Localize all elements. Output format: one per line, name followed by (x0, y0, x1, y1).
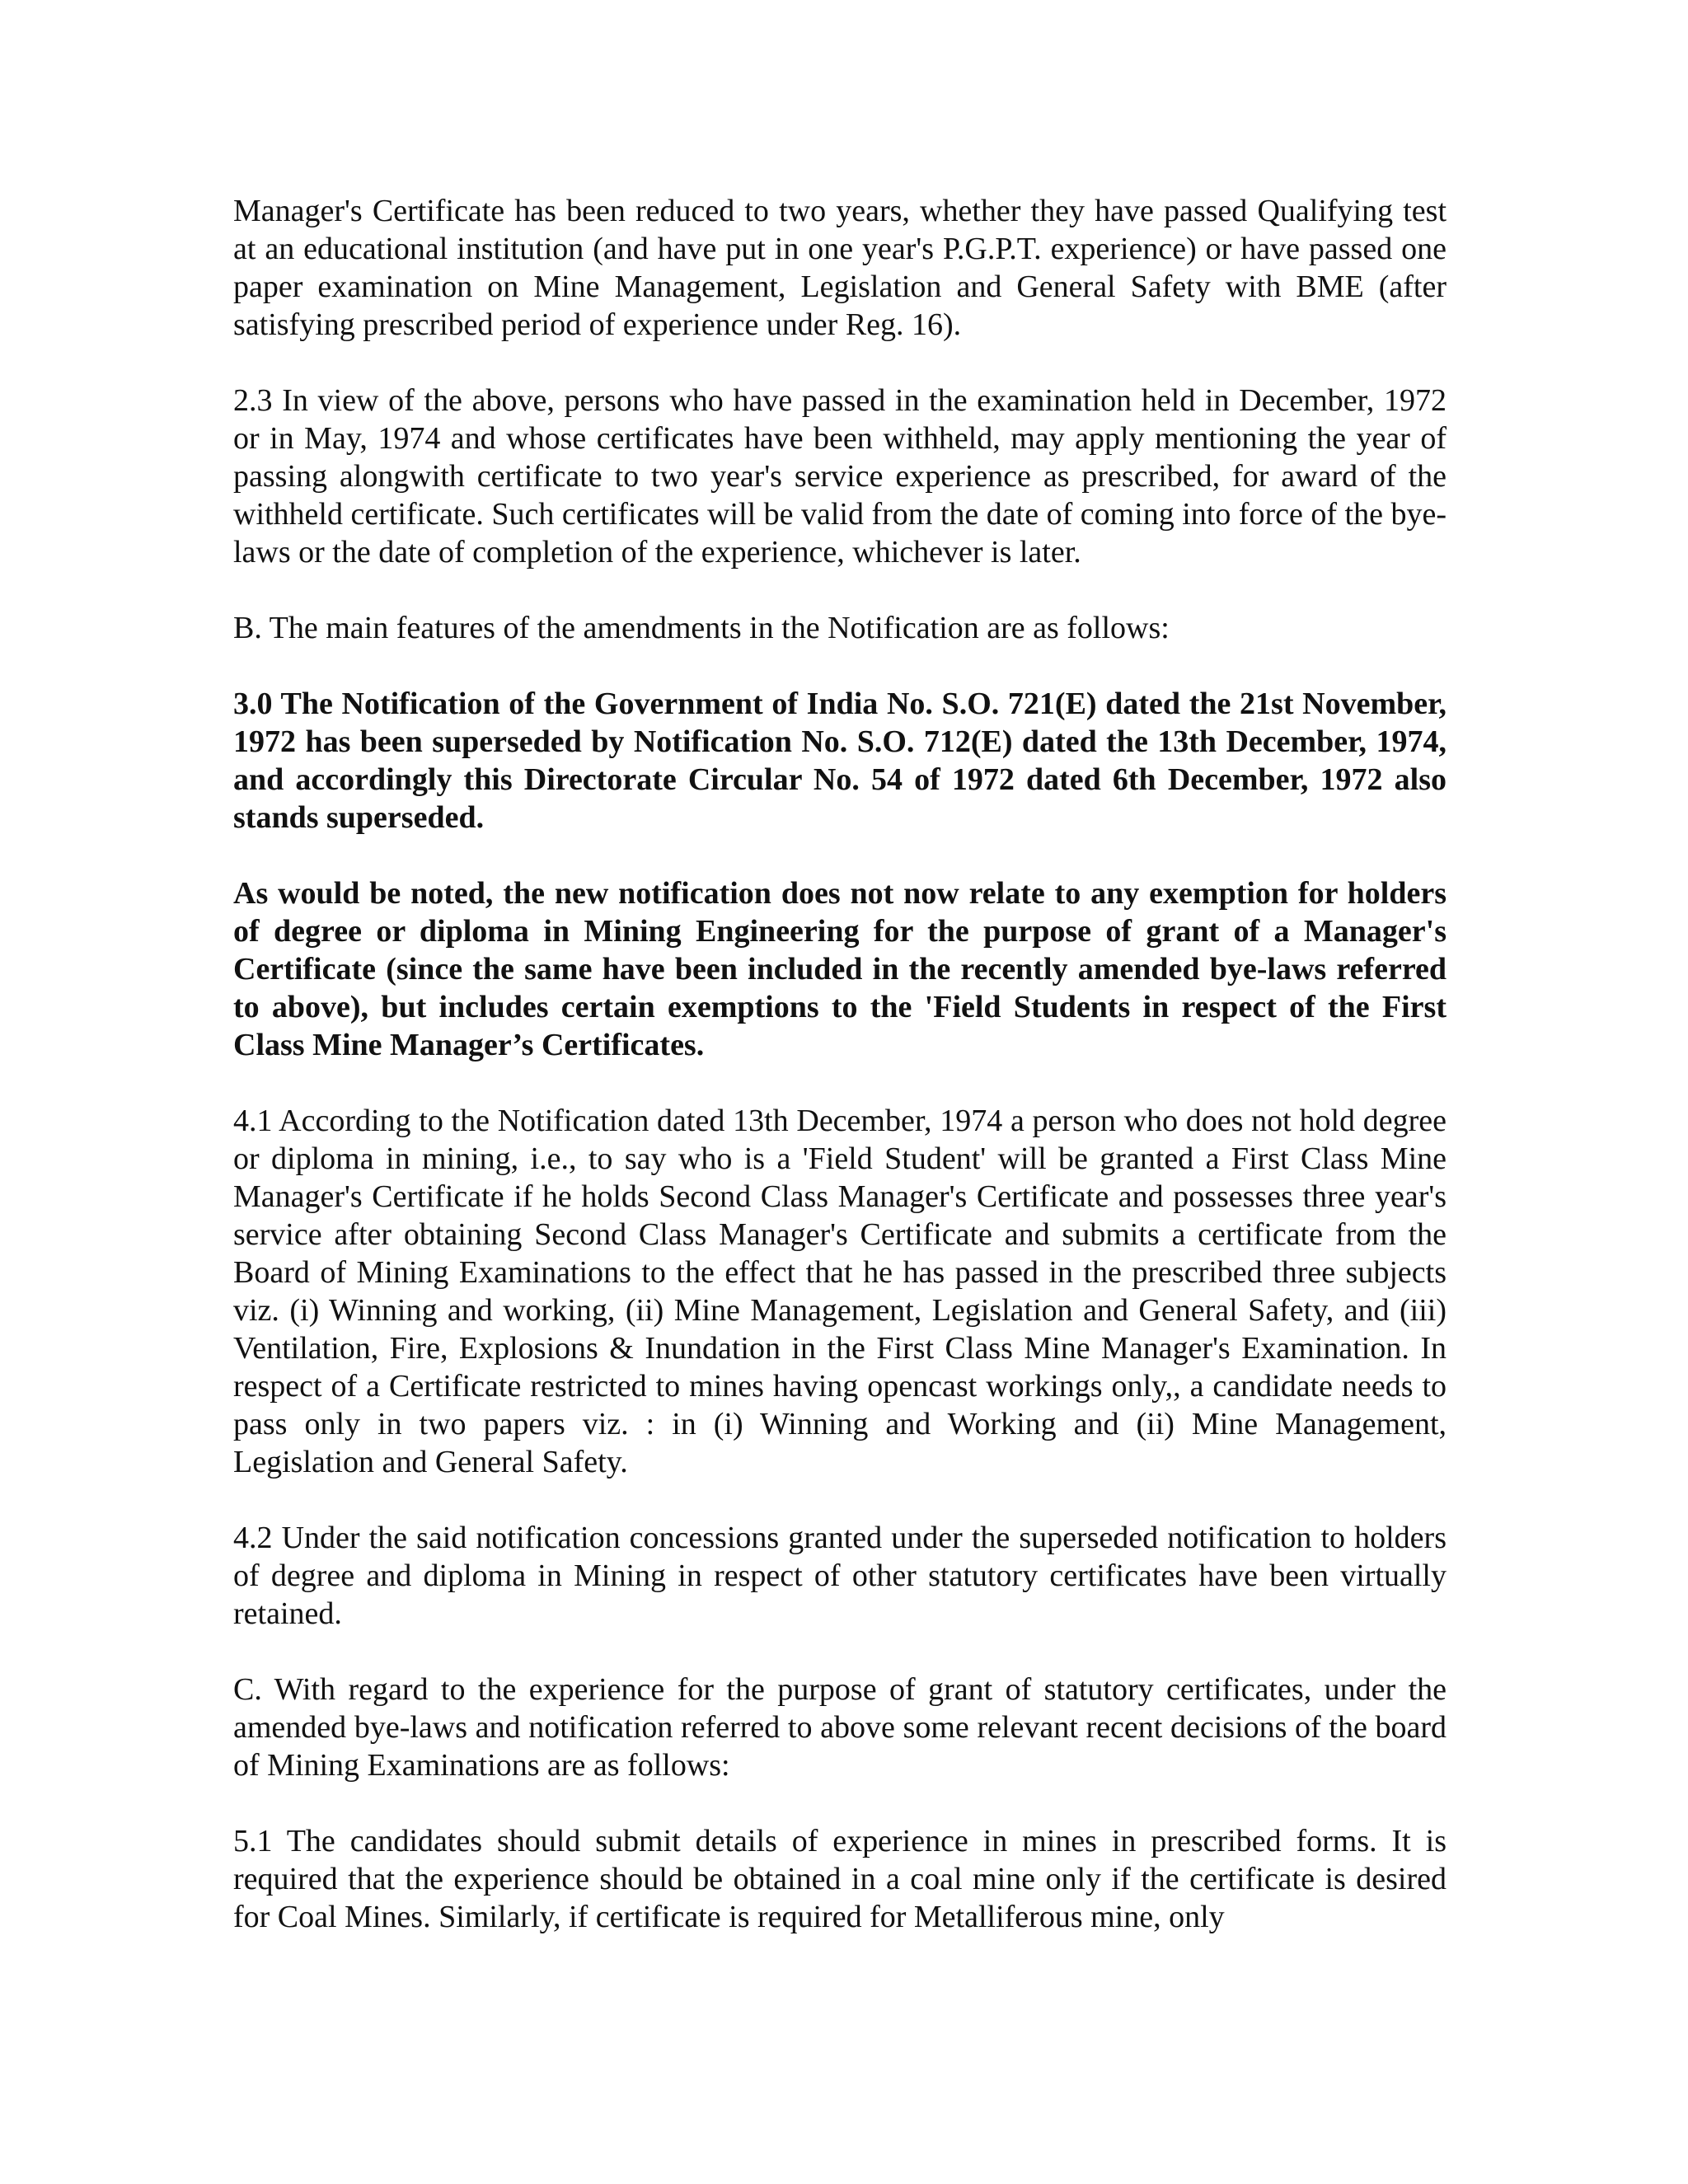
paragraph-managers-certificate: Manager's Certificate has been reduced to two years, whether they have passed Qualifying test at an educational institution (and have put in one year's P.G.P.T. experience) or have passed one paper examination on Mine Management, Legislation and General Safety with BME (after satisfying prescribed period of experience under Reg. 16). (233, 194, 1447, 342)
paragraph-3-0: 3.0 The Notification of the Government of India No. S.O. 721(E) dated the 21st November, 1972 has been superseded by Notification No. S.O. 712(E) dated the 13th December, 1974, and accordingly this Directorate Circular No. 54 of 1972 dated 6th December, 1972 also stands superseded. (233, 687, 1447, 835)
paragraph-5-1: 5.1 The candidates should submit details of experience in mines in prescribed forms. It is required that the experience should be obtained in a coal mine only if the certificate is desired for Coal Mines. Similarly, if certificate is required for Metalliferous mine, only (233, 1824, 1447, 1934)
paragraph-2-3: 2.3 In view of the above, persons who have passed in the examination held in December, 1972 or in May, 1974 and whose certificates have been withheld, may apply mentioning the year of passing alongwith certificate to two year's service experience as prescribed, for award of the withheld certificate. Such certificates will be valid from the date of coming into force of the bye-laws or the date of completion of the experience, whichever is later. (233, 383, 1447, 569)
paragraph-section-b: B. The main features of the amendments in the Notification are as follows: (233, 611, 1170, 645)
paragraph-4-1: 4.1 According to the Notification dated 13th December, 1974 a person who does not hold degree or diploma in mining, i.e., to say who is a 'Field Student' will be granted a First Class Mine Manager's Certificate if he holds Second Class Manager's Certificate and possesses three year's service after obtaining Second Class Manager's Certificate and submits a certificate from the Board of Mining Examinations to the effect that he has passed in the prescribed three subjects viz. (i) Winning and working, (ii) Mine Management, Legislation and General Safety, and (iii) Ventilation, Fire, Explosions & Inundation in the First Class Mine Manager's Examination. In respect of a Certificate restricted to mines having opencast workings only,, a candidate needs to pass only in two papers viz. : in (i) Winning and Working and (ii) Mine Management, Legislation and General Safety. (233, 1104, 1447, 1479)
document-page (233, 192, 1447, 1974)
paragraph-4-2: 4.2 Under the said notification concessions granted under the superseded notification to holders of degree and diploma in Mining in respect of other statutory certificates have been virtually retained. (233, 1521, 1447, 1631)
paragraph-new-notification: As would be noted, the new notification does not now relate to any exemption for holders of degree or diploma in Mining Engineering for the purpose of grant of a Manager's Certificate (since the same have been included in the recently amended bye-laws referred to above), but includes certain exemptions to the 'Field Students in respect of the First Class Mine Manager’s Certificates. (233, 876, 1447, 1062)
paragraph-section-c: C. With regard to the experience for the purpose of grant of statutory certificates, under the amended bye-laws and notification referred to above some relevant recent decisions of the board of Mining Examinations are as follows: (233, 1672, 1447, 1783)
